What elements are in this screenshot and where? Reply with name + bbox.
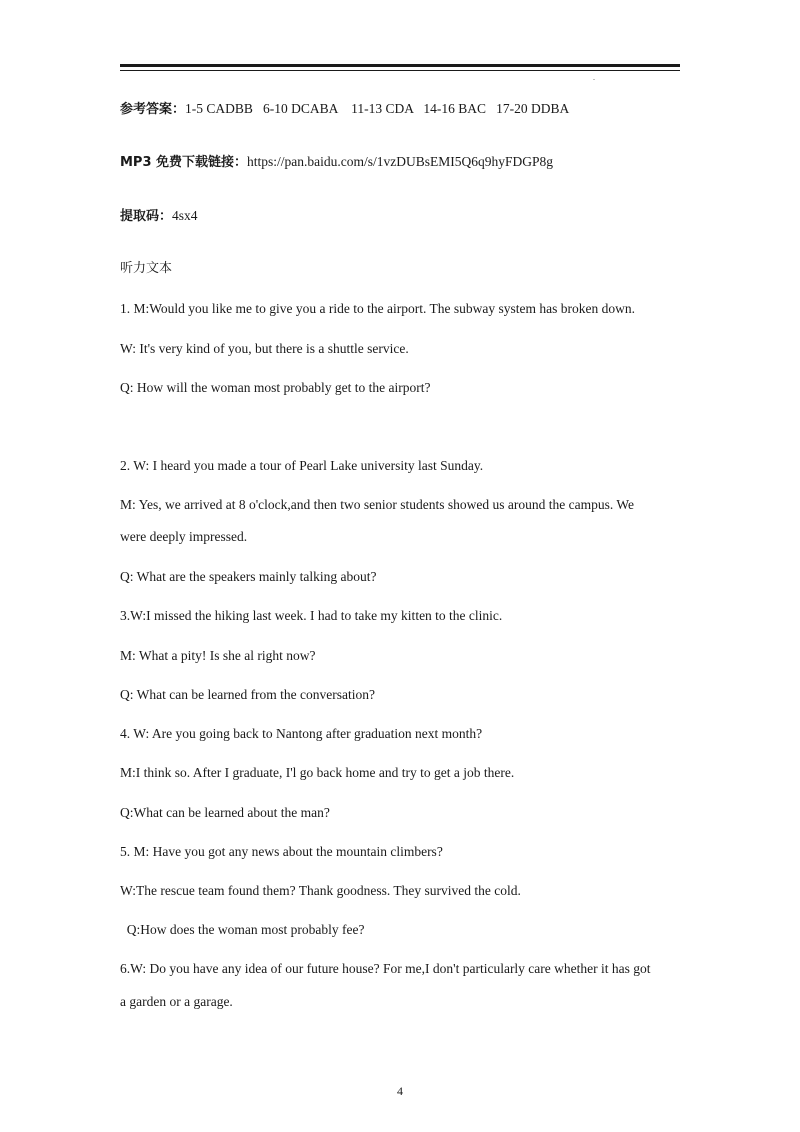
transcript-line: Q: What can be learned from the conversation? (120, 687, 376, 702)
transcript-line: were deeply impressed. (120, 529, 248, 544)
transcript-line: W:The rescue team found them? Thank goodness. They survived the cold. (120, 883, 521, 898)
page-number: 4 (397, 1084, 403, 1098)
extract-code-value: 4sx4 (172, 208, 198, 223)
transcript-line: a garden or a garage. (120, 994, 233, 1009)
header-dot: . (593, 73, 595, 82)
transcript-line: 3.W:I missed the hiking last week. I had to take my kitten to the clinic. (120, 608, 503, 623)
header-rule-thick (120, 64, 680, 67)
transcript-line: Q:How does the woman most probably fee? (120, 922, 365, 937)
mp3-link-label: MP3 免费下载链接： (120, 155, 248, 170)
transcript-line: 6.W: Do you have any idea of our future house? For me,I don't particularly care whether it has got (120, 961, 651, 976)
answer-key-value: 1-5 CADBB 6-10 DCABA 11-13 CDA 14-16 BAC 17-20 DDBA (185, 101, 570, 116)
transcript-line: Q:What can be learned about the man? (120, 805, 330, 820)
transcript-line: 5. M: Have you got any news about the mountain climbers? (120, 844, 443, 859)
transcript-line: Q: What are the speakers mainly talking about? (120, 569, 377, 584)
section-title: 听力文本 (120, 261, 173, 276)
mp3-link-url[interactable]: https://pan.baidu.com/s/1vzDUBsEMI5Q6q9hyFDGP8g (247, 154, 554, 169)
transcript-line: 4. W: Are you going back to Nantong after graduation next month? (120, 726, 483, 741)
header-rule-thin (120, 70, 680, 71)
transcript-line: M: What a pity! Is she al right now? (120, 648, 316, 663)
transcript-line: 1. M:Would you like me to give you a ride to the airport. The subway system has broken down. (120, 301, 635, 316)
extract-code-label: 提取码： (120, 209, 173, 224)
answer-key-line (120, 101, 569, 118)
mp3-link-line (120, 154, 553, 171)
transcript-line: 2. W: I heard you made a tour of Pearl Lake university last Sunday. (120, 458, 484, 473)
transcript-line: M:I think so. After I graduate, I'l go back home and try to get a job there. (120, 765, 515, 780)
extract-code-line (120, 208, 198, 225)
answer-key-label: 参考答案： (120, 102, 186, 117)
transcript-line: W: It's very kind of you, but there is a shuttle service. (120, 341, 409, 356)
transcript-line: M: Yes, we arrived at 8 o'clock,and then two senior students showed us around the campus. We (120, 497, 635, 512)
transcript-line: Q: How will the woman most probably get to the airport? (120, 380, 431, 395)
